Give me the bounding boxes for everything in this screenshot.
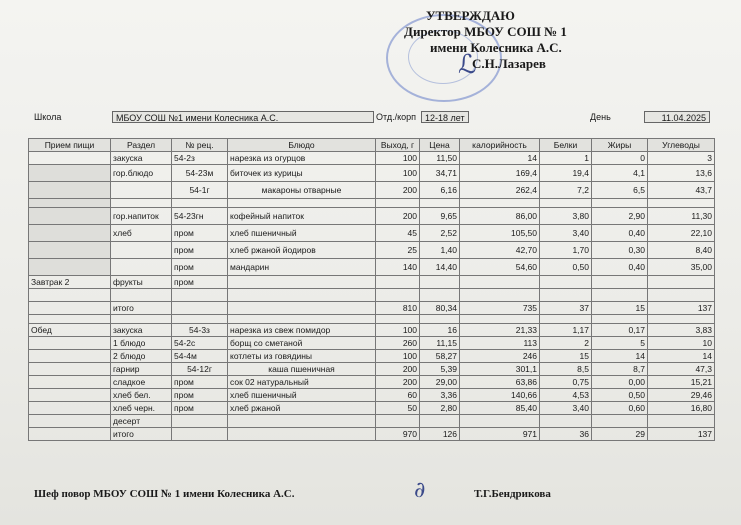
table-cell: 11,15 [420,337,460,350]
table-cell [376,415,420,428]
table-cell [29,337,111,350]
table-cell: 60 [376,389,420,402]
table-cell: нарезка из огурцов [228,152,376,165]
table-cell [648,276,715,289]
table-cell: сладкое [111,376,172,389]
table-cell: 36 [540,428,592,441]
table-cell: 0,40 [592,259,648,276]
table-cell: 2,80 [420,402,460,415]
table-cell [29,389,111,402]
table-cell [172,315,228,324]
table-cell [592,315,648,324]
table-cell: 50 [376,402,420,415]
approval-block [404,8,567,72]
table-cell [228,302,376,315]
table-cell [172,415,228,428]
table-cell: итого [111,302,172,315]
table-cell [420,276,460,289]
table-cell: 47,3 [648,363,715,376]
table-cell [228,315,376,324]
table-cell: 19,4 [540,165,592,182]
table-row [29,259,715,276]
approval-school: имени Колесника А.С. [430,40,562,55]
table-cell: 22,10 [648,225,715,242]
table-cell: 54-2с [172,337,228,350]
table-cell: пром [172,389,228,402]
table-cell: 29,46 [648,389,715,402]
column-header: Прием пищи [29,139,111,152]
table-cell [29,208,111,225]
table-cell: 0,40 [592,225,648,242]
table-cell [111,259,172,276]
school-field[interactable]: МБОУ СОШ №1 имени Колесника А.С. [112,111,374,123]
table-cell: 86,00 [460,208,540,225]
table-cell: 100 [376,350,420,363]
table-row [29,208,715,225]
day-field[interactable]: 11.04.2025 [644,111,710,123]
table-cell: 9,65 [420,208,460,225]
table-cell [29,225,111,242]
table-cell: котлеты из говядины [228,350,376,363]
table-cell [648,415,715,428]
table-row [29,337,715,350]
table-cell: 3,40 [540,402,592,415]
table-cell: 126 [420,428,460,441]
table-row [29,428,715,441]
table-cell [29,363,111,376]
table-cell [460,276,540,289]
table-cell: 63,86 [460,376,540,389]
table-cell: хлеб черн. [111,402,172,415]
table-row [29,276,715,289]
table-row [29,242,715,259]
table-cell [540,199,592,208]
table-cell: 85,40 [460,402,540,415]
table-cell: Завтрак 2 [29,276,111,289]
table-cell: Обед [29,324,111,337]
table-cell [648,289,715,302]
table-cell: 34,71 [420,165,460,182]
column-header: Углеводы [648,139,715,152]
table-cell: 1 [540,152,592,165]
school-label: Школа [34,112,62,122]
table-cell: пром [172,259,228,276]
table-cell: 2,90 [592,208,648,225]
table-cell [460,199,540,208]
table-cell: 54-3з [172,324,228,337]
table-cell: 971 [460,428,540,441]
table-cell [460,415,540,428]
table-cell: 54-1г [172,182,228,199]
table-cell: гор.блюдо [111,165,172,182]
table-cell: 3,83 [648,324,715,337]
table-cell: 1,40 [420,242,460,259]
table-cell: 14 [592,350,648,363]
table-cell: борщ со сметаной [228,337,376,350]
table-cell: гор.напиток [111,208,172,225]
chef-name: Т.Г.Бендрикова [474,488,551,500]
table-cell: 29,00 [420,376,460,389]
table-cell [420,289,460,302]
table-row [29,199,715,208]
table-cell [29,302,111,315]
table-cell [29,182,111,199]
table-cell: сок 02 натуральный [228,376,376,389]
table-cell [648,315,715,324]
table-row [29,402,715,415]
table-cell: 1,17 [540,324,592,337]
table-cell: хлеб бел. [111,389,172,402]
table-cell: 0,50 [540,259,592,276]
table-cell [420,315,460,324]
table-cell: 14,40 [420,259,460,276]
table-cell: 54-23м [172,165,228,182]
table-cell: 80,34 [420,302,460,315]
table-cell: 2,52 [420,225,460,242]
table-cell [228,289,376,302]
table-cell: пром [172,376,228,389]
day-label: День [590,112,611,122]
chef-signature: ∂ [414,478,426,503]
table-cell: 5 [592,337,648,350]
table-cell: 11,50 [420,152,460,165]
table-cell [376,315,420,324]
table-cell: 3,80 [540,208,592,225]
table-cell [172,199,228,208]
table-cell: хлеб ржаной йодиров [228,242,376,259]
table-cell [228,199,376,208]
table-cell: 11,30 [648,208,715,225]
table-row [29,165,715,182]
menu-table [28,138,715,441]
table-cell: 54,60 [460,259,540,276]
table-row [29,376,715,389]
table-cell: 0,17 [592,324,648,337]
table-cell: 1,70 [540,242,592,259]
table-cell: мандарин [228,259,376,276]
table-cell: 54-12г [172,363,228,376]
table-row [29,315,715,324]
dept-field[interactable]: 12-18 лет [421,111,469,123]
table-cell: фрукты [111,276,172,289]
table-cell: 137 [648,428,715,441]
table-cell: 2 блюдо [111,350,172,363]
table-cell: пром [172,242,228,259]
table-cell: пром [172,225,228,242]
table-cell: 7,2 [540,182,592,199]
table-cell: 105,50 [460,225,540,242]
table-cell: 200 [376,363,420,376]
table-cell: 8,5 [540,363,592,376]
table-cell: 0,75 [540,376,592,389]
table-cell: 0,00 [592,376,648,389]
table-cell: хлеб [111,225,172,242]
table-cell [111,315,172,324]
column-header: калорийность [460,139,540,152]
column-header: Раздел [111,139,172,152]
table-row [29,350,715,363]
table-cell: 42,70 [460,242,540,259]
table-cell [29,402,111,415]
table-cell: 10 [648,337,715,350]
table-cell: 0,60 [592,402,648,415]
table-cell: 260 [376,337,420,350]
table-cell [228,415,376,428]
table-cell [648,199,715,208]
table-cell [540,415,592,428]
table-cell [592,276,648,289]
table-cell: 3 [648,152,715,165]
table-cell [29,242,111,259]
table-cell [540,276,592,289]
table-cell [228,276,376,289]
table-cell [592,289,648,302]
dept-label: Отд./корп [376,112,416,122]
table-cell [376,199,420,208]
table-cell: 58,27 [420,350,460,363]
table-cell: 2 [540,337,592,350]
table-cell: 15 [540,350,592,363]
table-cell: 16 [420,324,460,337]
table-cell: 15 [592,302,648,315]
table-cell [376,289,420,302]
table-cell: 13,6 [648,165,715,182]
table-cell [29,289,111,302]
table-cell: десерт [111,415,172,428]
table-cell [111,242,172,259]
table-cell [172,302,228,315]
table-cell: 6,16 [420,182,460,199]
column-header: Белки [540,139,592,152]
table-cell [29,199,111,208]
table-cell: биточек из курицы [228,165,376,182]
table-cell [460,289,540,302]
table-cell [592,199,648,208]
table-cell: 810 [376,302,420,315]
table-cell: 54-4м [172,350,228,363]
approval-position: Директор МБОУ СОШ № 1 [404,24,567,39]
table-cell [29,152,111,165]
table-cell: 140,66 [460,389,540,402]
table-cell: 37 [540,302,592,315]
table-cell: итого [111,428,172,441]
table-cell [111,182,172,199]
column-header: Блюдо [228,139,376,152]
table-cell: 100 [376,152,420,165]
director-signature: ℒ [458,50,477,80]
table-cell: 169,4 [460,165,540,182]
table-cell [29,315,111,324]
table-cell: 15,21 [648,376,715,389]
table-cell: 14 [460,152,540,165]
table-cell: 200 [376,208,420,225]
column-header: № рец. [172,139,228,152]
table-cell: 4,53 [540,389,592,402]
table-cell: хлеб пшеничный [228,225,376,242]
table-cell [172,428,228,441]
table-row [29,225,715,242]
table-cell: 113 [460,337,540,350]
approval-title: УТВЕРЖДАЮ [426,8,515,23]
column-header: Выход, г [376,139,420,152]
table-cell: закуска [111,152,172,165]
table-cell: хлеб ржаной [228,402,376,415]
table-cell: 29 [592,428,648,441]
table-cell: 8,7 [592,363,648,376]
table-cell: 200 [376,376,420,389]
table-cell: 735 [460,302,540,315]
table-cell: 16,80 [648,402,715,415]
table-cell [29,428,111,441]
approval-director-name: С.Н.Лазарев [472,56,546,71]
table-cell [29,259,111,276]
table-row [29,415,715,428]
header-row [29,139,715,152]
table-cell: 5,39 [420,363,460,376]
table-cell: 246 [460,350,540,363]
table-cell [420,199,460,208]
table-cell: 137 [648,302,715,315]
table-cell: 54-23гн [172,208,228,225]
table-cell [540,315,592,324]
table-cell: 54-2з [172,152,228,165]
table-cell [172,289,228,302]
table-cell: пром [172,276,228,289]
table-row [29,324,715,337]
table-cell [111,199,172,208]
table-row [29,389,715,402]
table-cell [420,415,460,428]
table-cell: 100 [376,324,420,337]
table-row [29,302,715,315]
table-cell: 35,00 [648,259,715,276]
table-cell: макароны отварные [228,182,376,199]
table-cell: гарнир [111,363,172,376]
table-cell: нарезка из свеж помидор [228,324,376,337]
table-cell: 970 [376,428,420,441]
column-header: Цена [420,139,460,152]
table-cell [111,289,172,302]
table-cell [592,415,648,428]
table-cell: пром [172,402,228,415]
table-cell: 200 [376,182,420,199]
table-row [29,363,715,376]
table-cell [460,315,540,324]
table-row [29,289,715,302]
table-cell: 1 блюдо [111,337,172,350]
table-cell: 262,4 [460,182,540,199]
table-cell: 6,5 [592,182,648,199]
table-cell: 8,40 [648,242,715,259]
table-cell [228,428,376,441]
table-row [29,152,715,165]
table-cell: 0,50 [592,389,648,402]
table-cell: 140 [376,259,420,276]
table-row [29,182,715,199]
table-cell [29,415,111,428]
table-cell: хлеб пшеничный [228,389,376,402]
table-cell: 3,40 [540,225,592,242]
table-cell: 0,30 [592,242,648,259]
column-header: Жиры [592,139,648,152]
table-cell [29,165,111,182]
table-cell: 301,1 [460,363,540,376]
table-cell: 100 [376,165,420,182]
table-cell: 0 [592,152,648,165]
chef-title: Шеф повор МБОУ СОШ № 1 имени Колесника А.С. [34,488,295,500]
table-cell [540,289,592,302]
table-cell: 45 [376,225,420,242]
table-cell: кофейный напиток [228,208,376,225]
menu-body [29,152,715,441]
table-cell: 25 [376,242,420,259]
table-cell: закуска [111,324,172,337]
table-cell: 4,1 [592,165,648,182]
table-cell: 21,33 [460,324,540,337]
table-cell [29,376,111,389]
table-cell [29,350,111,363]
table-cell: 43,7 [648,182,715,199]
table-cell: 3,36 [420,389,460,402]
table-cell [376,276,420,289]
table-cell: 14 [648,350,715,363]
table-cell: каша пшеничная [228,363,376,376]
